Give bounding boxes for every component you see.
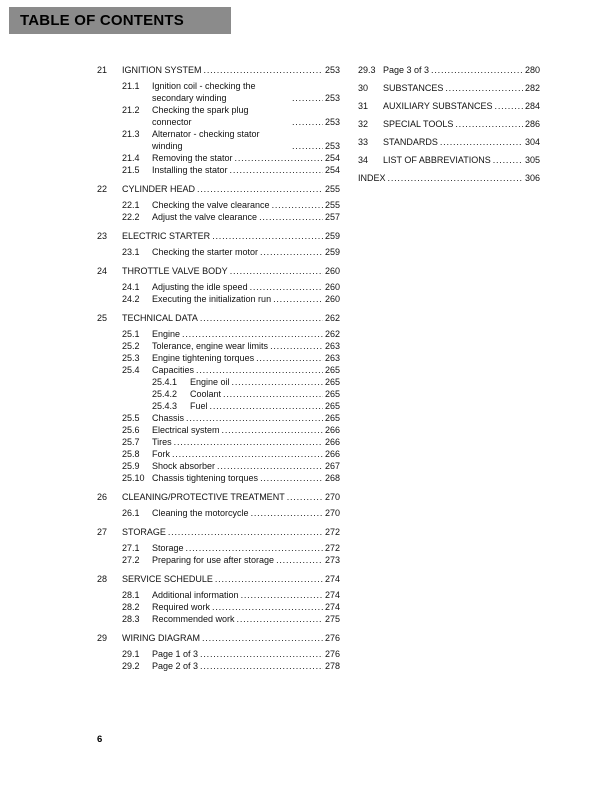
page-header-banner [9, 7, 231, 34]
toc-entry-title: Alternator - checking stator winding [152, 129, 260, 151]
toc-entry [97, 293, 340, 305]
toc-entry-number: 27.1 [122, 543, 140, 553]
toc-entry-page: 272 [324, 527, 340, 537]
toc-entry-number: 25.7 [122, 437, 140, 447]
toc-entry [97, 507, 340, 519]
dot-leader [200, 660, 323, 672]
toc-entry-line [383, 136, 540, 148]
dot-leader [292, 92, 323, 104]
toc-entry [97, 613, 340, 625]
dot-leader [287, 491, 323, 503]
toc-entry-line [152, 554, 340, 566]
toc-entry-page: 262 [324, 313, 340, 323]
toc-entry-page: 259 [324, 231, 340, 241]
toc-entry [97, 491, 340, 503]
toc-entry-title: Tolerance, engine wear limits [152, 341, 269, 351]
toc-entry-title: Fuel [190, 401, 208, 411]
toc-entry-page: 268 [324, 473, 340, 483]
toc-entry [97, 164, 340, 176]
toc-entry-number: 27.2 [122, 555, 140, 565]
toc-entry-number: 25.4.1 [152, 377, 178, 387]
toc-column-left [97, 64, 340, 672]
toc-entry-page: 267 [324, 461, 340, 471]
toc-entry-line [152, 104, 340, 128]
dot-leader [222, 424, 323, 436]
toc-entry-number: 24.2 [122, 294, 140, 304]
toc-entry-line [152, 589, 340, 601]
toc-entry-page: 305 [524, 155, 540, 165]
toc-entry [97, 265, 340, 277]
toc-entry [358, 82, 540, 94]
toc-entry-page: 253 [324, 117, 340, 127]
toc-entry [97, 589, 340, 601]
toc-entry-title: Adjusting the idle speed [152, 282, 248, 292]
dot-leader [223, 388, 323, 400]
toc-entry-line [383, 64, 540, 76]
toc-entry-page: 266 [324, 425, 340, 435]
toc-entry-line [152, 352, 340, 364]
toc-entry-page: 270 [324, 492, 340, 502]
toc-entry-line [152, 80, 340, 104]
toc-entry [358, 172, 540, 184]
toc-entry-number: 28.1 [122, 590, 140, 600]
toc-entry-page: 276 [324, 649, 340, 659]
toc-entry [97, 424, 340, 436]
dot-leader [388, 172, 523, 184]
dot-leader [292, 140, 323, 152]
toc-entry [97, 152, 340, 164]
toc-entry-page: 255 [324, 200, 340, 210]
toc-entry-title: TECHNICAL DATA [122, 313, 198, 323]
toc-entry-title: LIST OF ABBREVIATIONS [383, 155, 491, 165]
dot-leader [270, 340, 323, 352]
dot-leader [186, 412, 323, 424]
toc-entry-page: 260 [324, 282, 340, 292]
toc-entry-number: 28.3 [122, 614, 140, 624]
dot-leader [241, 589, 323, 601]
toc-entry-line [190, 400, 340, 412]
toc-entry [97, 436, 340, 448]
toc-entry-number: 25.3 [122, 353, 140, 363]
dot-leader [172, 448, 323, 460]
toc-entry-title: CLEANING/PROTECTIVE TREATMENT [122, 492, 285, 502]
toc-entry-title: ELECTRIC STARTER [122, 231, 211, 241]
toc-entry [358, 154, 540, 166]
toc-entry [97, 128, 340, 152]
toc-entry-number: 34 [358, 155, 369, 165]
toc-entry-number: 26 [97, 492, 108, 502]
toc-entry-number: 25.10 [122, 473, 145, 483]
dot-leader [186, 542, 323, 554]
toc-entry-page: 266 [324, 437, 340, 447]
toc-entry-number: 27 [97, 527, 108, 537]
toc-entry-title: Executing the initialization run [152, 294, 272, 304]
dot-leader [232, 376, 323, 388]
toc-entry-line [152, 293, 340, 305]
toc-entry-title: Required work [152, 602, 211, 612]
toc-entry-number: 30 [358, 83, 369, 93]
toc-entry [97, 281, 340, 293]
toc-entry-number: 28.2 [122, 602, 140, 612]
dot-leader [212, 601, 323, 613]
toc-entry [97, 312, 340, 324]
toc-entry [97, 230, 340, 242]
toc-entry-page: 286 [524, 119, 540, 129]
toc-entry [97, 554, 340, 566]
toc-entry-page: 274 [324, 574, 340, 584]
toc-entry-line [152, 601, 340, 613]
toc-entry-number: 23 [97, 231, 108, 241]
toc-entry-number: 21.3 [122, 129, 140, 139]
toc-entry-line [122, 312, 340, 324]
dot-leader [217, 460, 323, 472]
toc-entry-title: Chassis tightening torques [152, 473, 259, 483]
toc-entry-title: Page 2 of 3 [152, 661, 199, 671]
toc-entry-number: 33 [358, 137, 369, 147]
toc-entry [97, 601, 340, 613]
toc-entry-line [152, 424, 340, 436]
toc-entry-line [152, 328, 340, 340]
toc-entry-line [152, 542, 340, 554]
toc-entry-title: Ignition coil - checking the secondary winding [152, 81, 256, 103]
toc-entry-title: Page 1 of 3 [152, 649, 199, 659]
toc-entry-number: 25 [97, 313, 108, 323]
toc-entry [97, 352, 340, 364]
toc-entry-number: 22.1 [122, 200, 140, 210]
dot-leader [250, 281, 323, 293]
toc-entry-title: SUBSTANCES [383, 83, 444, 93]
toc-entry-page: 263 [324, 341, 340, 351]
dot-leader [256, 352, 323, 364]
toc-entry-number: 28 [97, 574, 108, 584]
toc-entry-page: 255 [324, 184, 340, 194]
toc-entry-title: STORAGE [122, 527, 166, 537]
toc-entry-title: Page 3 of 3 [383, 65, 430, 75]
toc-entry [97, 660, 340, 672]
toc-entry-page: 263 [324, 353, 340, 363]
toc-entry-page: 274 [324, 590, 340, 600]
toc-entry-number: 21.1 [122, 81, 140, 91]
toc-entry-title: Checking the starter motor [152, 247, 259, 257]
toc-entry-title: Checking the valve clearance [152, 200, 270, 210]
toc-entry-page: 265 [324, 377, 340, 387]
toc-entry-line [122, 230, 340, 242]
footer-page-number: 6 [97, 734, 103, 745]
toc-entry-line [152, 152, 340, 164]
toc-entry-number: 29.2 [122, 661, 140, 671]
toc-entry-page: 259 [324, 247, 340, 257]
toc-entry-line [190, 376, 340, 388]
dot-leader [237, 613, 323, 625]
toc-entry-line [383, 82, 540, 94]
toc-entry-line [152, 211, 340, 223]
toc-entry-number: 25.2 [122, 341, 140, 351]
toc-entry-number: 22.2 [122, 212, 140, 222]
toc-entry-title: AUXILIARY SUBSTANCES [383, 101, 493, 111]
toc-entry [97, 340, 340, 352]
toc-entry-line [152, 613, 340, 625]
toc-entry-title: Adjust the valve clearance [152, 212, 258, 222]
toc-entry-title: Engine [152, 329, 181, 339]
toc-entry [97, 64, 340, 76]
dot-leader [212, 230, 323, 242]
toc-entry-line [122, 632, 340, 644]
toc-entry-number: 23.1 [122, 247, 140, 257]
toc-entry-number: 29 [97, 633, 108, 643]
toc-entry-line [152, 436, 340, 448]
toc-entry-page: 276 [324, 633, 340, 643]
toc-entry-number: 22 [97, 184, 108, 194]
toc-entry-number: 29.3 [358, 65, 376, 75]
toc-entry-title: Shock absorber [152, 461, 216, 471]
dot-leader [260, 472, 323, 484]
toc-entry-title: Chassis [152, 413, 185, 423]
toc-entry [97, 448, 340, 460]
toc-entry-line [152, 472, 340, 484]
toc-entry-number: 25.1 [122, 329, 140, 339]
dot-leader [168, 526, 323, 538]
toc-entry [97, 400, 340, 412]
toc-entry-line [122, 491, 340, 503]
dot-leader [182, 328, 323, 340]
dot-leader [200, 648, 323, 660]
toc-entry-line [152, 364, 340, 376]
dot-leader [455, 118, 523, 130]
toc-entry [358, 64, 540, 76]
toc-entry-number: 25.6 [122, 425, 140, 435]
toc-entry-page: 257 [324, 212, 340, 222]
toc-entry-title: Coolant [190, 389, 222, 399]
toc-entry-number: 21.4 [122, 153, 140, 163]
toc-entry [358, 100, 540, 112]
dot-leader [202, 632, 323, 644]
toc-entry-number: 25.9 [122, 461, 140, 471]
toc-entry-title: Recommended work [152, 614, 235, 624]
toc-entry-page: 273 [324, 555, 340, 565]
dot-leader [210, 400, 323, 412]
dot-leader [276, 554, 323, 566]
toc-entry-number: 24 [97, 266, 108, 276]
dot-leader [272, 199, 323, 211]
toc-entry-title: Additional information [152, 590, 239, 600]
toc-entry-number: 25.4.2 [152, 389, 178, 399]
toc-entry-title: CYLINDER HEAD [122, 184, 196, 194]
toc-entry-line [152, 128, 340, 152]
toc-entry-title: Preparing for use after storage [152, 555, 275, 565]
dot-leader [174, 436, 323, 448]
toc-entry-title: SPECIAL TOOLS [383, 119, 454, 129]
dot-leader [495, 100, 523, 112]
toc-entry [97, 472, 340, 484]
dot-leader [431, 64, 523, 76]
dot-leader [273, 293, 323, 305]
toc-entry-line [122, 183, 340, 195]
toc-entry-number: 25.4.3 [152, 401, 178, 411]
toc-entry [97, 648, 340, 660]
dot-leader [196, 364, 323, 376]
toc-entry-page: 254 [324, 153, 340, 163]
toc-entry-page: 280 [524, 65, 540, 75]
toc-column-right [358, 64, 540, 190]
toc-entry-number: 21 [97, 65, 108, 75]
dot-leader [440, 136, 523, 148]
toc-entry-title: Removing the stator [152, 153, 233, 163]
toc-entry [97, 364, 340, 376]
toc-entry [358, 118, 540, 130]
page-title: TABLE OF CONTENTS [20, 12, 184, 29]
toc-entry-title: Fork [152, 449, 170, 459]
toc-entry [97, 388, 340, 400]
toc-entry-line [152, 164, 340, 176]
toc-entry-page: 253 [324, 65, 340, 75]
toc-entry-line [122, 265, 340, 277]
dot-leader [230, 164, 323, 176]
toc-entry-line [383, 100, 540, 112]
toc-entry-number: 31 [358, 101, 369, 111]
toc-entry [97, 199, 340, 211]
toc-entry-line [152, 246, 340, 258]
toc-entry-page: 265 [324, 401, 340, 411]
toc-entry-number: 26.1 [122, 508, 140, 518]
toc-entry-line [358, 172, 540, 184]
toc-entry-page: 304 [524, 137, 540, 147]
toc-entry-title: Cleaning the motorcycle [152, 508, 249, 518]
toc-entry-line [152, 412, 340, 424]
toc-entry-page: 275 [324, 614, 340, 624]
toc-entry-line [152, 460, 340, 472]
toc-entry [97, 573, 340, 585]
toc-entry-title: Checking the spark plug connector [152, 105, 249, 127]
toc-entry-title: Storage [152, 543, 184, 553]
toc-entry [97, 211, 340, 223]
toc-entry-title: IGNITION SYSTEM [122, 65, 202, 75]
toc-entry-number: 29.1 [122, 649, 140, 659]
toc-entry-line [383, 154, 540, 166]
dot-leader [204, 64, 323, 76]
toc-entry-number: 24.1 [122, 282, 140, 292]
toc-entry [97, 328, 340, 340]
toc-entry-page: 278 [324, 661, 340, 671]
toc-entry-page: 260 [324, 294, 340, 304]
toc-entry-title: THROTTLE VALVE BODY [122, 266, 228, 276]
toc-entry-page: 254 [324, 165, 340, 175]
toc-entry-number: 32 [358, 119, 369, 129]
toc-entry-line [122, 526, 340, 538]
toc-entry [97, 104, 340, 128]
toc-entry [358, 136, 540, 148]
toc-entry [97, 412, 340, 424]
table-of-contents [97, 64, 540, 672]
dot-leader [230, 265, 323, 277]
dot-leader [260, 246, 323, 258]
toc-entry-page: 282 [524, 83, 540, 93]
toc-entry-line [152, 660, 340, 672]
toc-entry-title: SERVICE SCHEDULE [122, 574, 213, 584]
toc-entry [97, 183, 340, 195]
dot-leader [493, 154, 523, 166]
toc-entry-title: WIRING DIAGRAM [122, 633, 200, 643]
toc-entry-page: 260 [324, 266, 340, 276]
toc-entry-page: 265 [324, 365, 340, 375]
toc-entry-line [152, 340, 340, 352]
toc-entry-number: 21.2 [122, 105, 140, 115]
toc-entry-line [122, 64, 340, 76]
dot-leader [251, 507, 323, 519]
toc-entry-page: 274 [324, 602, 340, 612]
toc-entry-page: 253 [324, 141, 340, 151]
toc-entry-line [152, 507, 340, 519]
dot-leader [445, 82, 523, 94]
toc-entry [97, 542, 340, 554]
toc-entry-line [152, 648, 340, 660]
toc-entry [97, 460, 340, 472]
toc-entry-line [383, 118, 540, 130]
toc-entry-title: Capacities [152, 365, 195, 375]
toc-entry-title: Engine tightening torques [152, 353, 255, 363]
toc-entry-number: 25.8 [122, 449, 140, 459]
toc-entry-line [190, 388, 340, 400]
toc-entry-number: 25.4 [122, 365, 140, 375]
toc-entry-line [152, 281, 340, 293]
dot-leader [292, 116, 323, 128]
toc-entry-page: 262 [324, 329, 340, 339]
dot-leader [259, 211, 323, 223]
toc-entry [97, 376, 340, 388]
toc-entry-page: 272 [324, 543, 340, 553]
toc-entry-line [122, 573, 340, 585]
toc-entry-title: INDEX [358, 173, 386, 183]
toc-entry-number: 21.5 [122, 165, 140, 175]
toc-entry-page: 266 [324, 449, 340, 459]
toc-entry-page: 265 [324, 413, 340, 423]
toc-entry-page: 270 [324, 508, 340, 518]
toc-entry-page: 306 [524, 173, 540, 183]
toc-entry-number: 25.5 [122, 413, 140, 423]
toc-entry-page: 284 [524, 101, 540, 111]
toc-entry [97, 80, 340, 104]
toc-entry [97, 246, 340, 258]
toc-entry [97, 632, 340, 644]
toc-entry [97, 526, 340, 538]
dot-leader [235, 152, 323, 164]
toc-entry-title: Engine oil [190, 377, 230, 387]
toc-entry-title: Tires [152, 437, 172, 447]
toc-entry-line [152, 448, 340, 460]
toc-entry-title: Electrical system [152, 425, 220, 435]
dot-leader [200, 312, 323, 324]
toc-entry-page: 265 [324, 389, 340, 399]
toc-entry-page: 253 [324, 93, 340, 103]
toc-entry-title: Installing the stator [152, 165, 228, 175]
toc-entry-title: STANDARDS [383, 137, 438, 147]
dot-leader [197, 183, 323, 195]
dot-leader [215, 573, 323, 585]
toc-entry-line [152, 199, 340, 211]
